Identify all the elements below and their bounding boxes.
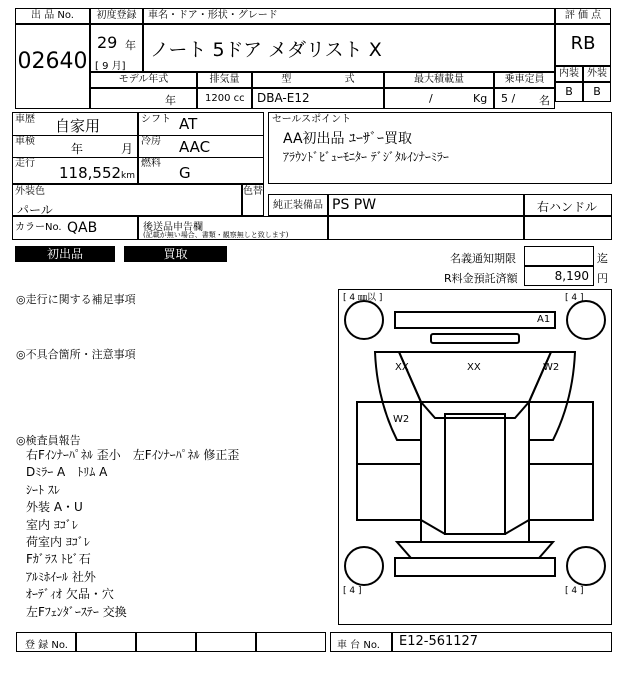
handle-value: 右ハンドル [537, 200, 598, 214]
first-reg-year-unit: 年 [125, 39, 136, 52]
shift-value: AT [179, 115, 198, 133]
capacity-value: 5 / [501, 92, 516, 105]
ext-color-value: パール [17, 203, 53, 217]
lot-no-label: 出 品 No. [15, 8, 90, 24]
interior-score: B [555, 82, 583, 102]
chassis-value: E12-561127 [399, 634, 479, 649]
right-rear-door [529, 464, 593, 520]
chassis-label: 車 台 No. [337, 640, 380, 651]
inspection-month: 月 [121, 142, 134, 156]
shift-group [138, 112, 264, 184]
car-name-box [143, 24, 555, 72]
front-grille [431, 334, 519, 343]
model-year-box [90, 88, 197, 109]
front-bumper [395, 312, 555, 328]
roof [445, 414, 505, 534]
tire-tl-label: [ 4 ㎜以 ] [343, 293, 383, 303]
color-no-value: QAB [67, 220, 98, 236]
color-change-box [242, 184, 264, 216]
rear-glass [421, 520, 529, 542]
docs-value-box-2 [524, 216, 612, 240]
mark-w2-left: W2 [393, 414, 410, 425]
windshield [421, 402, 529, 418]
mark-xx-center: XX [467, 362, 481, 373]
history-value: 自家用 [55, 117, 101, 135]
first-reg-label: 初度登録 [90, 8, 143, 24]
tire-bl-label: [ 4 ] [343, 586, 362, 596]
first-listing-badge: 初出品 [15, 246, 115, 262]
ext-color-box [12, 184, 242, 216]
exterior-score: B [583, 82, 611, 102]
displacement-label: 排気量 [197, 72, 252, 88]
mark-w2-right: W2 [543, 362, 560, 373]
inspector-line: 荷室内 ﾖｺﾞﾚ [26, 534, 90, 549]
exterior-label: 外装 [583, 66, 611, 82]
max-load-label: 最大積載量 [384, 72, 494, 88]
inspector-line: 外装 A・U [26, 500, 83, 515]
max-load-unit: Kg [473, 92, 488, 105]
hood [399, 352, 551, 402]
mark-a1: A1 [537, 314, 551, 325]
color-change-label: 色替 [243, 186, 263, 197]
type-label2: 式 [344, 74, 355, 85]
deadline-label: 名義通知期限 [450, 252, 516, 265]
fuel-label: 燃料 [141, 158, 161, 169]
first-reg-year: 29 [97, 33, 118, 52]
mileage-unit: km [121, 171, 135, 181]
deadline-value-box [524, 246, 594, 266]
equipment-label: 純正装備品 [273, 200, 323, 211]
reg-no-cell-2 [136, 632, 196, 652]
color-no-label: カラーNo. [15, 222, 62, 233]
type-value: DBA-E12 [257, 91, 310, 105]
tire-front-right [567, 301, 605, 339]
history-label: 車歴 [15, 114, 35, 125]
inspector-heading: ◎検査員報告 [16, 434, 81, 447]
reg-no-label: 登 録 No. [25, 640, 68, 651]
max-load-box [384, 88, 494, 109]
sales-point-line1: AA初出品 ﾕｰｻﾞｰ買取 [283, 131, 412, 147]
left-door [357, 402, 421, 464]
inspection-label: 車検 [15, 136, 35, 147]
type-label-box [252, 72, 384, 88]
driving-heading: ◎走行に関する補足事項 [16, 293, 136, 306]
docs-value-box-1 [328, 216, 524, 240]
chassis-label-box [330, 632, 392, 652]
right-door [529, 402, 593, 464]
recycle-value: 8,190 [554, 269, 589, 283]
reg-no-label-box [16, 632, 76, 652]
inspector-lines [26, 446, 326, 620]
inspector-line: Fｶﾞﾗｽ ﾄﾋﾞ石 [26, 552, 91, 567]
ac-value: AAC [179, 138, 211, 156]
tire-rear-right [567, 547, 605, 585]
car-name-label: 車名・ドア・形状・グレード [143, 8, 555, 24]
inspector-line: ｵｰﾃﾞｨｵ 欠品・穴 [26, 587, 114, 602]
capacity-box [494, 88, 555, 109]
equipment-value-box [328, 194, 524, 216]
capacity-unit: 名 [539, 94, 550, 107]
capacity-label: 乗車定員 [494, 72, 555, 88]
recycle-unit: 円 [597, 272, 608, 285]
rear-bumper [395, 558, 555, 576]
equipment-value: PS PW [332, 197, 377, 213]
lot-no-box [15, 24, 90, 109]
left-rear-door [357, 464, 421, 520]
sales-point-line2: ｱﾗｳﾝﾄﾞﾋﾞｭｰﾓﾆﾀｰ ﾃﾞｼﾞﾀﾙｲﾝﾅｰﾐﾗｰ [283, 150, 449, 164]
eval-score: RB [570, 33, 596, 54]
displacement-value: 1200 cc [205, 93, 245, 104]
inspector-line: 室内 ﾖｺﾞﾚ [26, 517, 78, 532]
displacement-box [197, 88, 252, 109]
shift-label: シフト [141, 114, 171, 125]
car-name-value: ノート 5ドア メダリスト X [150, 39, 382, 61]
history-group [12, 112, 138, 184]
tire-tr-label: [ 4 ] [565, 293, 584, 303]
recycle-label: R料金預託済額 [444, 272, 518, 285]
defects-heading: ◎不具合箇所・注意事項 [16, 348, 136, 361]
tailgate [397, 542, 553, 558]
deadline-unit: 迄 [597, 252, 608, 265]
reg-no-cell-4 [256, 632, 326, 652]
type-box [252, 88, 384, 109]
model-year-label: モデル年式 [90, 72, 197, 88]
max-load-value: / [429, 92, 433, 105]
mileage-value: 118,552 [59, 164, 122, 182]
color-no-box [12, 216, 138, 240]
tire-rear-left [345, 547, 383, 585]
interior-label: 内装 [555, 66, 583, 82]
docs-label: 後送品申告欄 [143, 222, 203, 233]
sales-point-label: セールスポイント [272, 114, 352, 125]
fuel-value: G [179, 164, 191, 182]
mark-xx-left: XX [395, 362, 409, 373]
reg-no-cell-3 [196, 632, 256, 652]
tire-br-label: [ 4 ] [565, 586, 584, 596]
inspector-line: ｼｰﾄ ｽﾚ [26, 482, 60, 497]
model-year-unit: 年 [165, 94, 176, 107]
docs-note: (記載が無い場合、書類・観察無しと致します) [143, 231, 289, 239]
mileage-label: 走行 [15, 158, 35, 169]
first-reg-box [90, 24, 143, 72]
inspector-line: 右Fｲﾝﾅｰﾊﾟﾈﾙ 歪小 左Fｲﾝﾅｰﾊﾟﾈﾙ 修正歪 [26, 448, 240, 462]
type-label: 型 [281, 74, 292, 85]
equipment-label-box [268, 194, 328, 216]
car-diagram-svg [339, 290, 611, 624]
lot-no-value: 02640 [17, 49, 88, 74]
sales-point-box [268, 112, 612, 184]
eval-score-box [555, 24, 611, 66]
docs-box [138, 216, 328, 240]
inspection-year: 年 [71, 142, 84, 156]
handle-box [524, 194, 612, 216]
inspector-line: ｱﾙﾐﾎｲｰﾙ 社外 [26, 569, 96, 584]
eval-label: 評 価 点 [555, 8, 611, 24]
first-reg-month: [ 9 月] [95, 61, 126, 72]
reg-no-cell-1 [76, 632, 136, 652]
inspector-line: 左Fﾌｪﾝﾀﾞｰｽﾃｰ 交換 [26, 604, 127, 619]
purchase-badge: 買取 [124, 246, 227, 262]
car-diagram [338, 289, 612, 625]
ac-label: 冷房 [141, 136, 161, 147]
tire-front-left [345, 301, 383, 339]
recycle-value-box [524, 266, 594, 286]
ext-color-label: 外装色 [15, 186, 45, 197]
chassis-value-box [392, 632, 612, 652]
inspector-line: Dﾐﾗｰ A ﾄﾘﾑ A [26, 465, 108, 480]
